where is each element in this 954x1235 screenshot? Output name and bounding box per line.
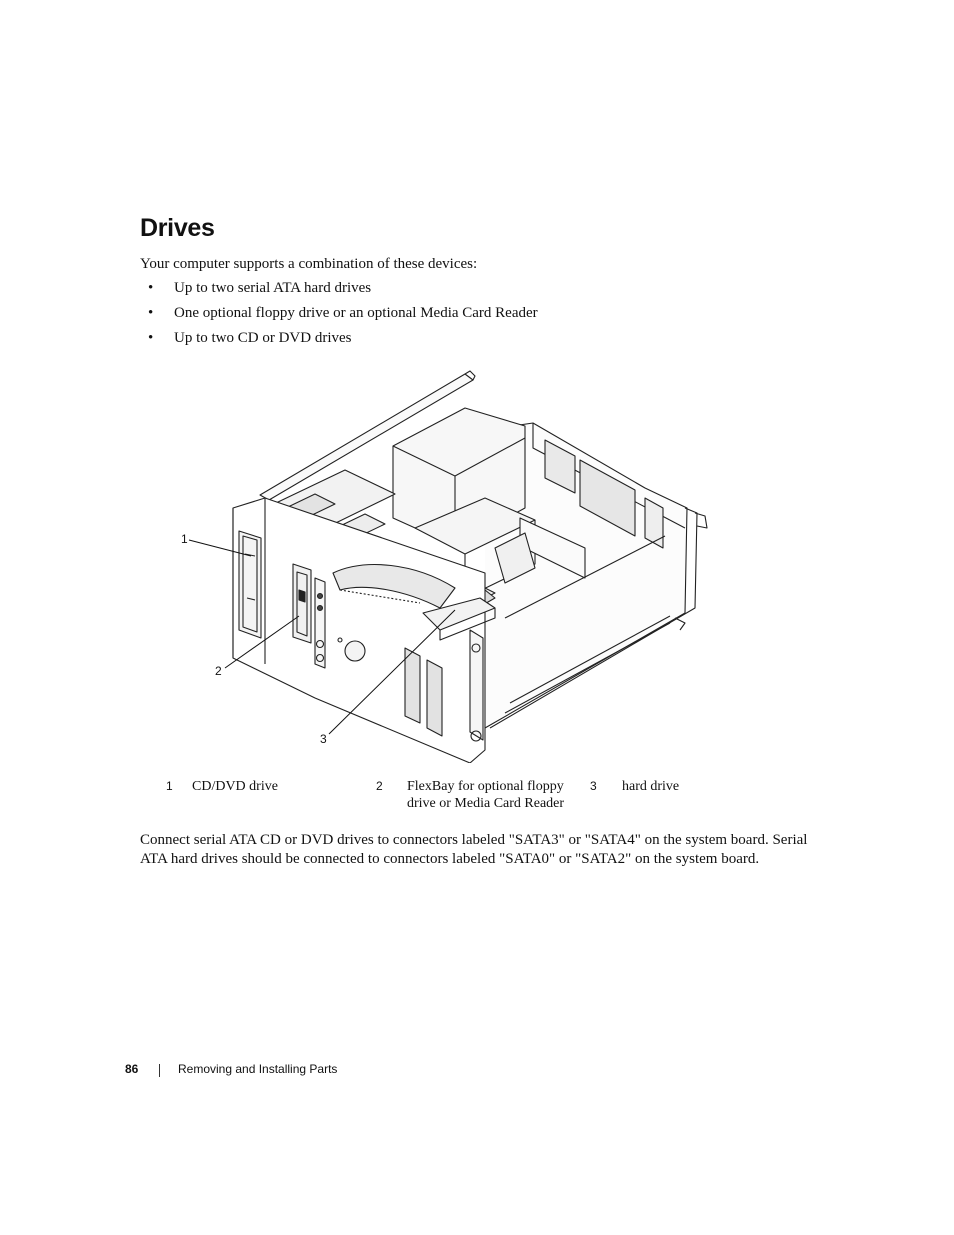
page-number: 86: [125, 1062, 139, 1076]
legend-item-3: 3: [590, 779, 597, 793]
bullet-icon: •: [148, 330, 154, 346]
device-list: [140, 279, 538, 354]
list-item: • Up to two serial ATA hard drives: [148, 280, 372, 296]
bullet-icon: •: [148, 280, 154, 296]
connector-paragraph: Connect serial ATA CD or DVD drives to connectors labeled "SATA3" or "SATA4" on the system board. Serial ATA hard drives should be connected to connectors labeled "SATA0" or "SATA2" on the system board.: [140, 832, 808, 867]
footer-section-title: Removing and Installing Parts: [178, 1062, 338, 1076]
legend-text-2: FlexBay for optional floppy drive or Media Card Reader: [407, 779, 565, 811]
list-item: • One optional floppy drive or an optional Media Card Reader: [148, 305, 538, 321]
callout-2: 2: [215, 664, 222, 678]
bullet-icon: •: [148, 305, 154, 321]
legend-text-1: CD/DVD drive: [192, 779, 278, 794]
callout-1: 1: [181, 532, 188, 546]
legend-item-1: 1: [166, 779, 173, 793]
callout-3: 3: [320, 732, 327, 746]
page-heading: Drives: [140, 214, 215, 242]
computer-drives-illustration: [165, 368, 725, 763]
footer-separator: [159, 1064, 160, 1077]
legend-text-3: hard drive: [622, 779, 680, 794]
legend-item-2: 2: [376, 779, 383, 793]
intro-paragraph: Your computer supports a combination of these devices:: [140, 256, 478, 272]
list-item: • Up to two CD or DVD drives: [148, 330, 352, 346]
